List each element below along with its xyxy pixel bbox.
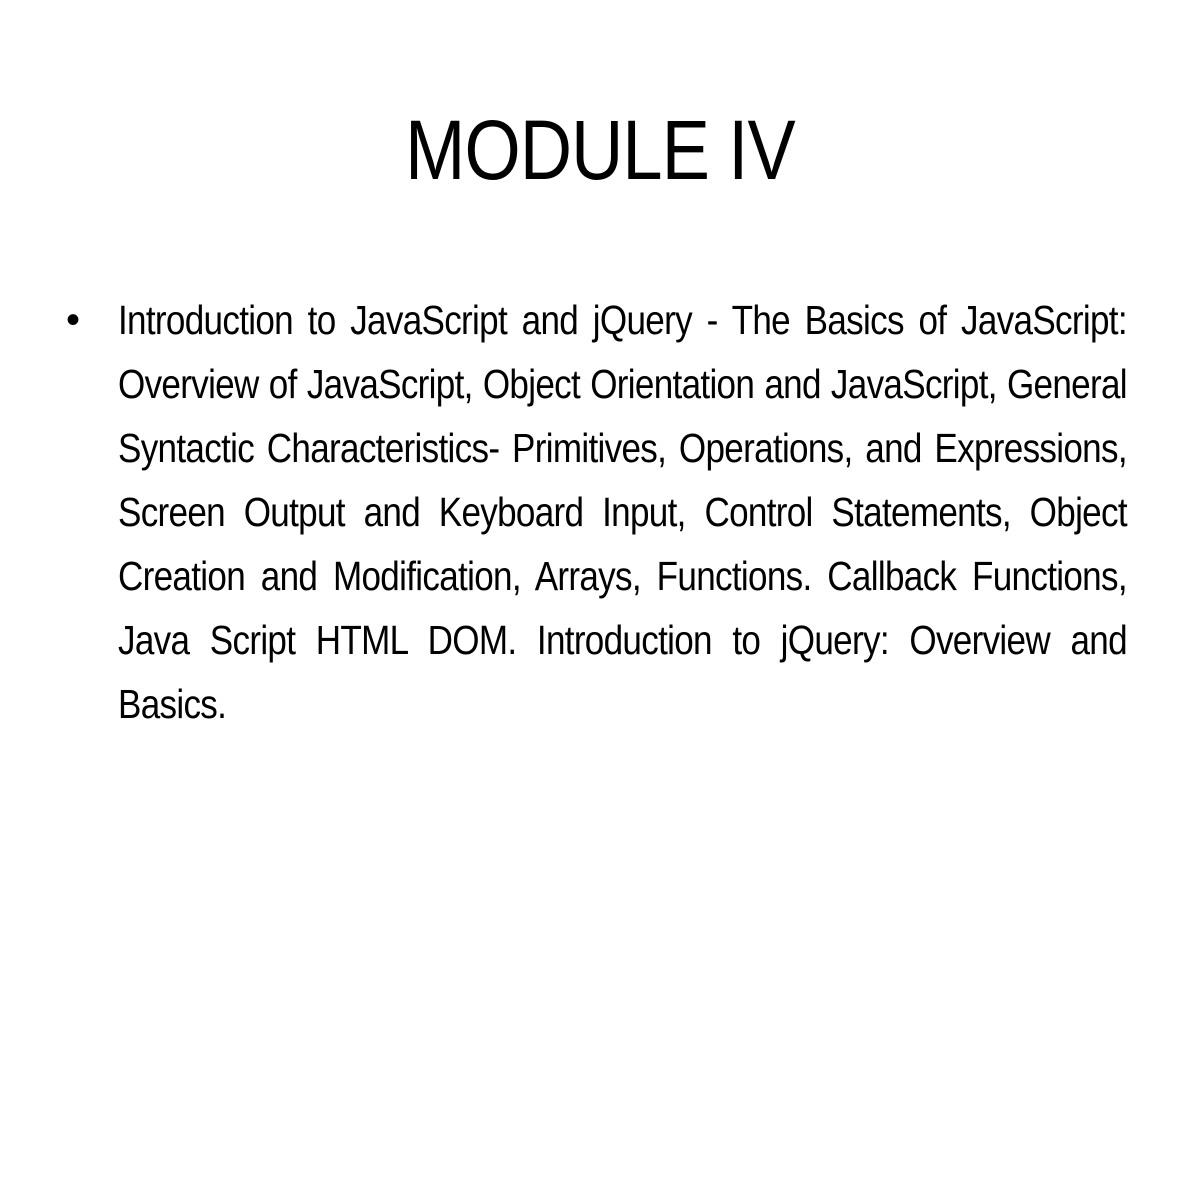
bullet-item bbox=[66, 288, 1128, 736]
slide-title: MODULE IV bbox=[405, 103, 795, 197]
bullet-text: Introduction to JavaScript and jQuery - The Basics of JavaScript: Overview of JavaScript, Object Orientation and JavaScript, General Syntactic Characteristics- Primitives, Operations, and Expressions, Screen Output and Keyboard Input, Control Statements, Object Creation and Modification, Arrays, Functions. Callback Functions, Java Script HTML DOM. Introduction to jQuery: Overview and Basics. bbox=[118, 297, 1127, 727]
bullet-marker: • bbox=[66, 298, 81, 342]
bullet-list bbox=[66, 288, 1128, 736]
bullet-text-container bbox=[118, 288, 1128, 736]
